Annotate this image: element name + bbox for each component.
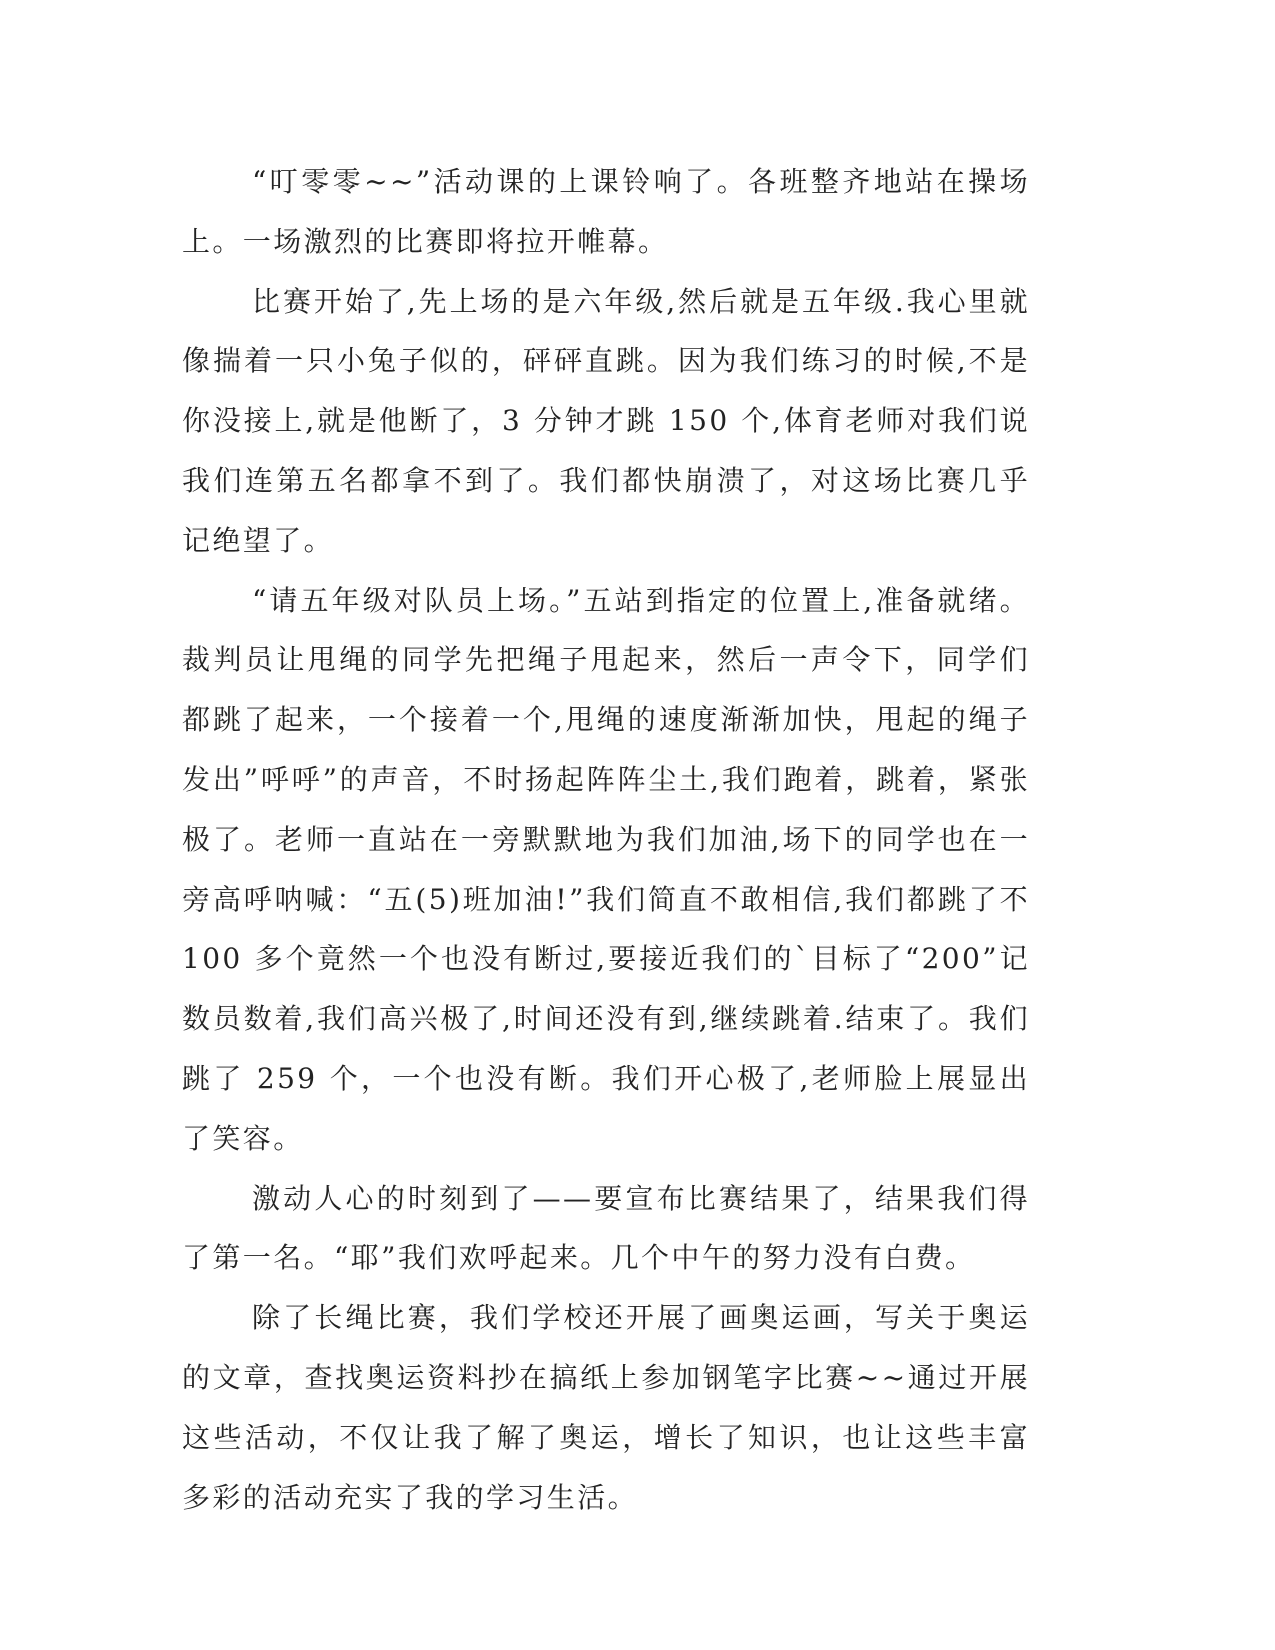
paragraph-5: 除了长绳比赛，我们学校还开展了画奥运画，写关于奥运的文章，查找奥运资料抄在搞纸上参加钢笔字比赛~~通过开展这些活动，不仅让我了解了奥运，增长了知识，也让这些丰富多彩的活动充实了我的学习生活。 — [182, 1301, 1030, 1514]
paragraph-4: 激动人心的时刻到了——要宣布比赛结果了，结果我们得了第一名。“耶”我们欢呼起来。几个中午的努力没有白费。 — [182, 1181, 1030, 1275]
paragraph-2: 比赛开始了,先上场的是六年级,然后就是五年级.我心里就像揣着一只小兔子似的，砰砰直跳。因为我们练习的时候,不是你没接上,就是他断了，3 分钟才跳 150 个,体育老师对我们说我们连第五名都拿不到了。我们都快崩溃了，对这场比赛几乎记绝望了。 — [182, 284, 1030, 557]
paragraph-3: “请五年级对队员上场。”五站到指定的位置上,准备就绪。裁判员让甩绳的同学先把绳子甩起来，然后一声令下，同学们都跳了起来，一个接着一个,甩绳的速度渐渐加快，甩起的绳子发出”呼呼”的声音，不时扬起阵阵尘土,我们跑着，跳着，紧张极了。老师一直站在一旁默默地为我们加油,场下的同学也在一旁高呼呐喊：“五(5)班加油!”我们简直不敢相信,我们都跳了不 100 多个竟然一个也没有断过,要接近我们的`目标了“200”记数员数着,我们高兴极了,时间还没有到,继续跳着.结束了。我们跳了 259 个，一个也没有断。我们开心极了,老师脸上展显出了笑容。 — [182, 583, 1030, 1155]
paragraph-1: “叮零零~~”活动课的上课铃响了。各班整齐地站在操场上。一场激烈的比赛即将拉开帷幕。 — [182, 165, 1030, 258]
document-body — [182, 152, 1030, 1527]
